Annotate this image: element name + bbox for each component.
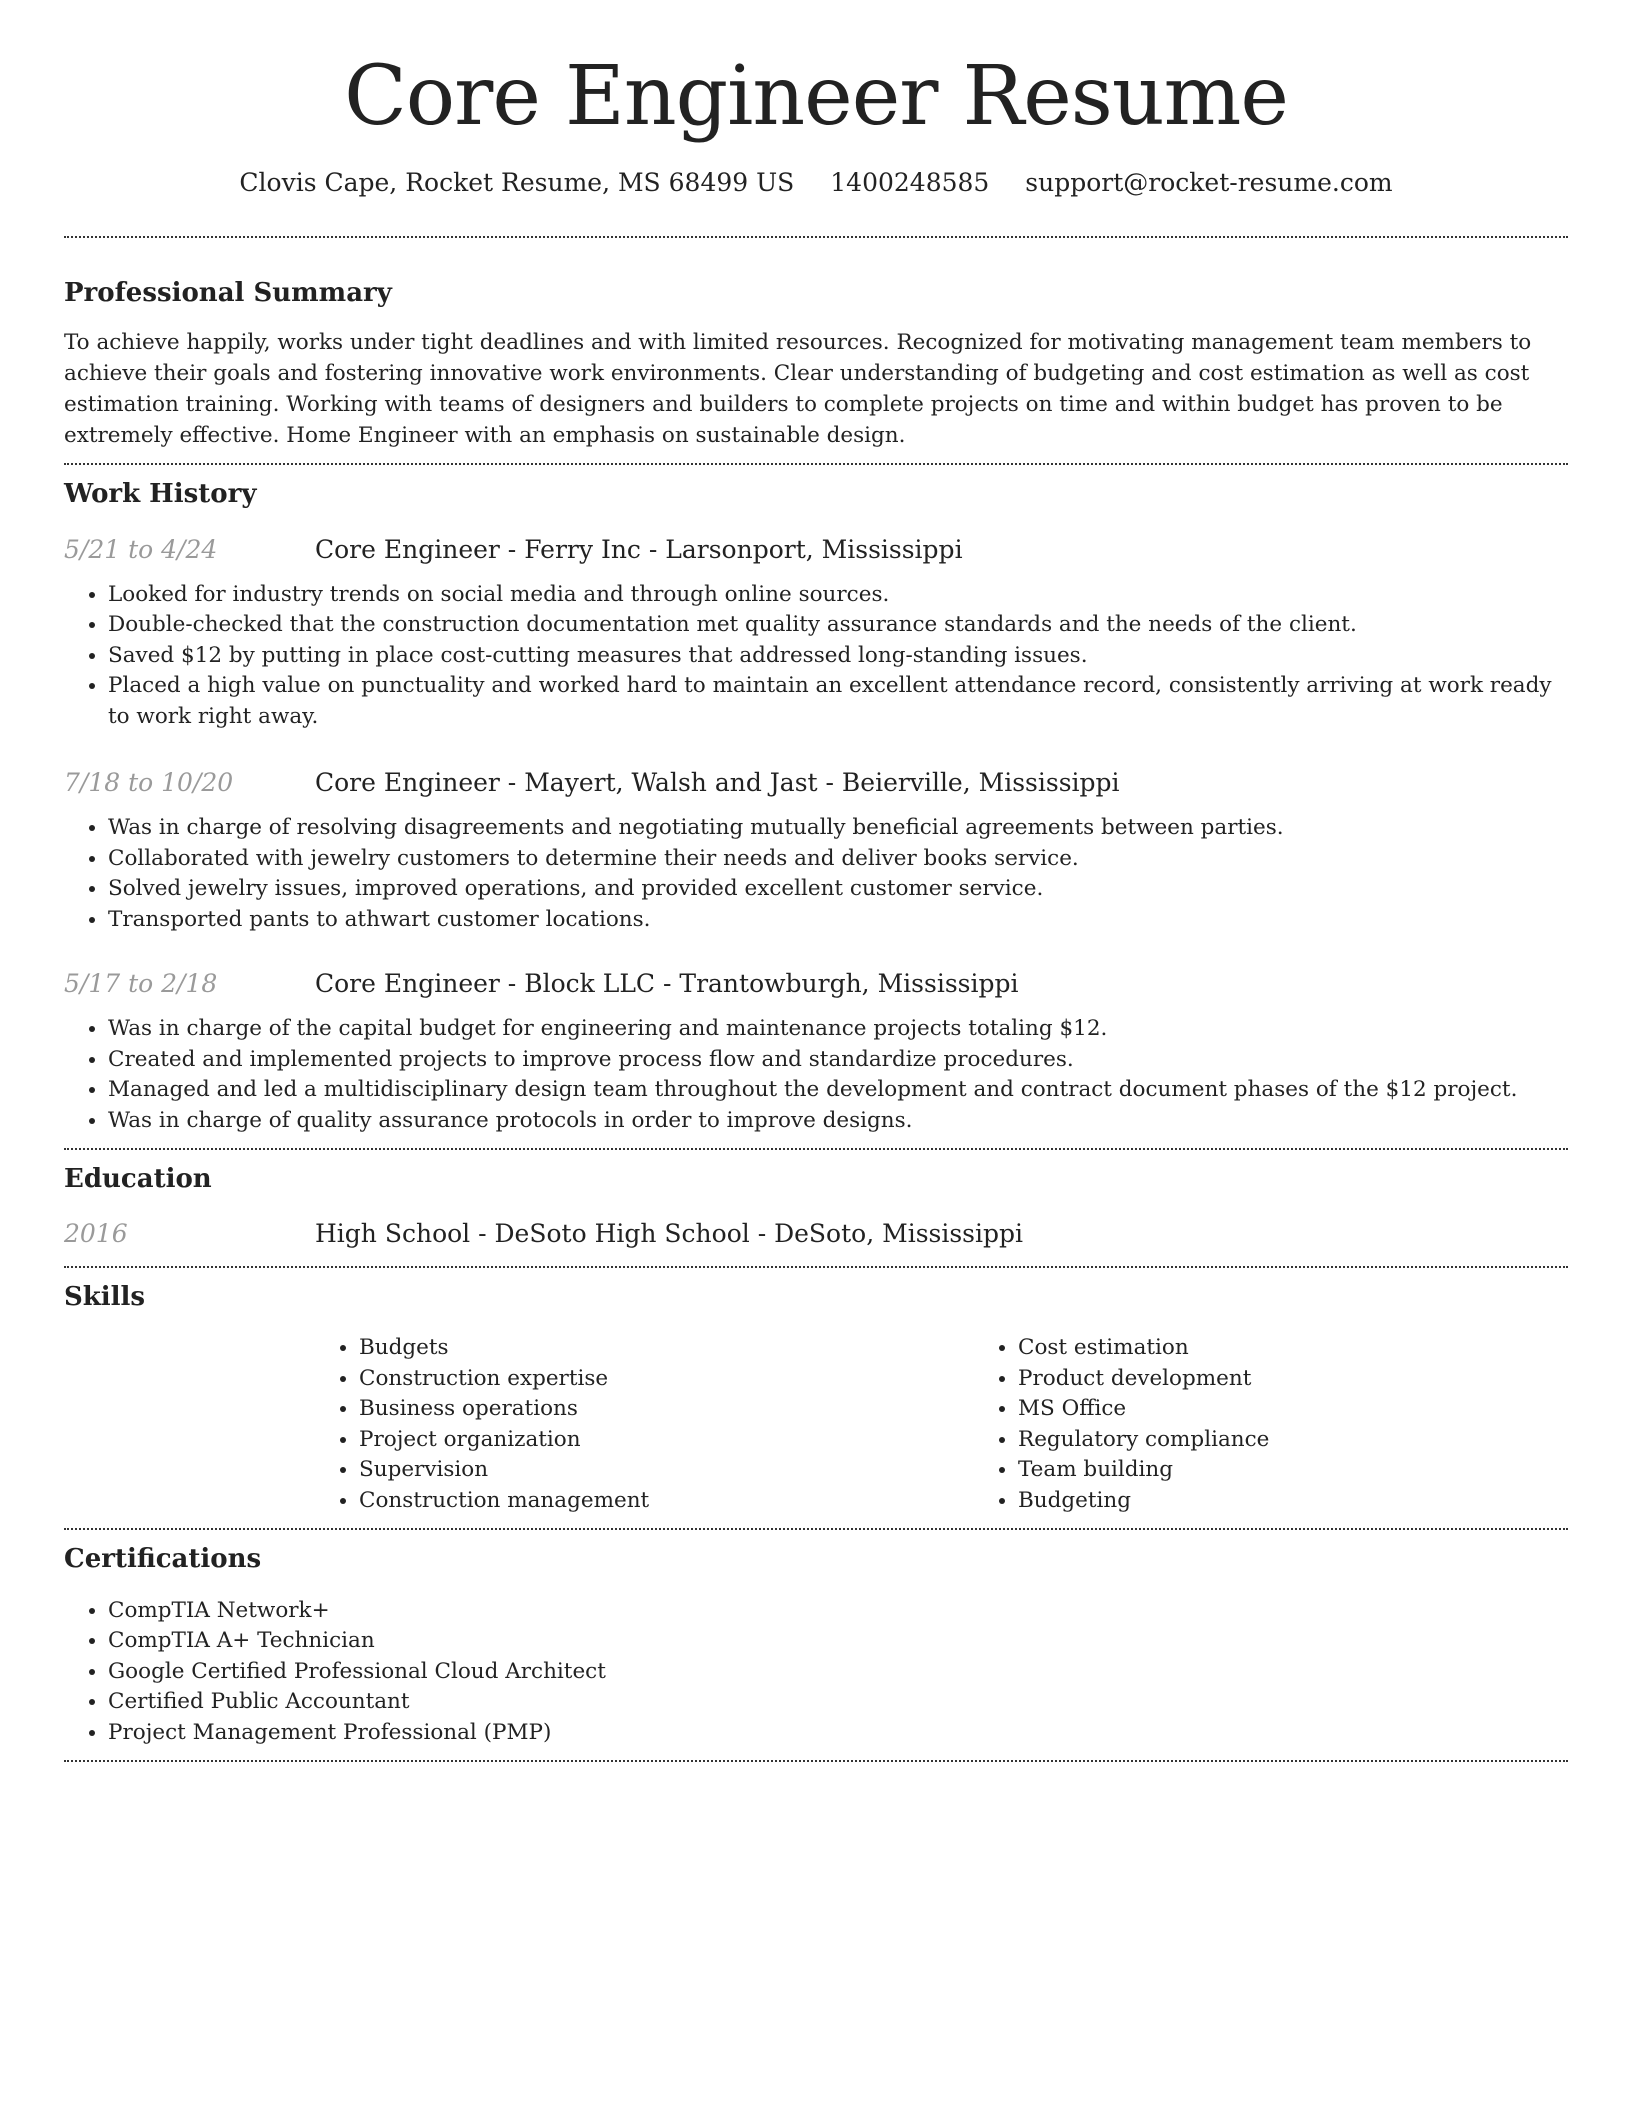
divider xyxy=(64,236,1568,238)
education-heading: Education xyxy=(64,1164,212,1195)
list-item: • Placed a high value on punctuality and worked hard to maintain an excellent attendance record, consistently arriving at work ready to work right away. xyxy=(108,671,1568,732)
contact-line xyxy=(64,168,1568,198)
list-item: • Managed and led a multidisciplinary design team throughout the development and contract document phases of the $12 project. xyxy=(108,1075,1568,1106)
skill-item: • Team building xyxy=(1018,1455,1632,1486)
skill-item: • Product development xyxy=(1018,1364,1632,1395)
certifications-heading: Certifications xyxy=(64,1544,262,1575)
education-entry xyxy=(64,1219,1568,1248)
education-year: 2016 xyxy=(64,1219,128,1249)
contact-email: support@rocket-resume.com xyxy=(1025,168,1393,198)
skill-item: • Budgets xyxy=(359,1333,974,1364)
certification-item: • CompTIA Network+ xyxy=(108,1596,1568,1627)
list-item: • Solved jewelry issues, improved operations, and provided excellent customer service. xyxy=(108,874,1568,905)
skills-list-right xyxy=(974,1333,1632,1516)
certification-item: • Google Certified Professional Cloud Architect xyxy=(108,1657,1568,1688)
skill-item: • MS Office xyxy=(1018,1394,1632,1425)
skill-item: • Cost estimation xyxy=(1018,1333,1632,1364)
job-entry xyxy=(64,768,1568,935)
job-header xyxy=(64,768,1568,797)
skill-item: • Supervision xyxy=(359,1455,974,1486)
job-dates: 5/21 to 4/24 xyxy=(64,534,218,564)
summary-text: To achieve happily, works under tight deadlines and with limited resources. Recognized for motivating management team members to achieve their goals and fostering innovative work environments. Clear understanding of budgeting and cost estimation as well as cost estimation training. Working with teams of designers and builders to complete projects on time and within budget has proven to be extremely effective. Home Engineer with an emphasis on sustainable design. xyxy=(64,330,1532,449)
job-bullets xyxy=(64,813,1568,935)
skills-heading: Skills xyxy=(64,1282,146,1313)
contact-address: Clovis Cape, Rocket Resume, MS 68499 US xyxy=(239,168,795,198)
job-header xyxy=(64,969,1568,998)
divider xyxy=(64,1148,1568,1150)
skill-item: • Construction expertise xyxy=(359,1364,974,1395)
job-title: Core Engineer - Ferry Inc - Larsonport, Mississippi xyxy=(315,534,963,564)
skills-grid xyxy=(315,1333,1568,1516)
skill-item: • Regulatory compliance xyxy=(1018,1425,1632,1456)
job-entry xyxy=(64,535,1568,733)
list-item: • Saved $12 by putting in place cost-cutting measures that addressed long-standing issues. xyxy=(108,641,1568,672)
list-item: • Double-checked that the construction documentation met quality assurance standards and the needs of the client. xyxy=(108,610,1568,641)
skill-item: • Business operations xyxy=(359,1394,974,1425)
skill-item: • Project organization xyxy=(359,1425,974,1456)
job-header xyxy=(64,535,1568,564)
certification-item: • Certified Public Accountant xyxy=(108,1687,1568,1718)
skills-list-left xyxy=(315,1333,974,1516)
certification-item: • Project Management Professional (PMP) xyxy=(108,1718,1568,1749)
work-history-heading: Work History xyxy=(64,479,257,510)
list-item: • Looked for industry trends on social media and through online sources. xyxy=(108,580,1568,611)
list-item: • Was in charge of resolving disagreements and negotiating mutually beneficial agreements between parties. xyxy=(108,813,1568,844)
divider xyxy=(64,463,1568,465)
list-item: • Was in charge of quality assurance protocols in order to improve designs. xyxy=(108,1106,1568,1137)
list-item: • Collaborated with jewelry customers to determine their needs and deliver books service. xyxy=(108,844,1568,875)
job-dates: 5/17 to 2/18 xyxy=(64,969,218,999)
skill-item: • Construction management xyxy=(359,1486,974,1517)
list-item: • Transported pants to athwart customer locations. xyxy=(108,905,1568,936)
list-item: • Created and implemented projects to improve process flow and standardize procedures. xyxy=(108,1045,1568,1076)
job-title: Core Engineer - Mayert, Walsh and Jast - Beierville, Mississippi xyxy=(315,768,1120,798)
job-dates: 7/18 to 10/20 xyxy=(64,768,234,798)
job-title: Core Engineer - Block LLC - Trantowburgh, Mississippi xyxy=(315,969,1019,999)
job-entry xyxy=(64,969,1568,1136)
education-title: High School - DeSoto High School - DeSoto, Mississippi xyxy=(315,1219,1024,1249)
divider xyxy=(64,1528,1568,1530)
certifications-list xyxy=(64,1596,1568,1749)
job-bullets xyxy=(64,580,1568,733)
certification-item: • CompTIA A+ Technician xyxy=(108,1626,1568,1657)
resume-title: Core Engineer Resume xyxy=(344,49,1288,144)
list-item: • Was in charge of the capital budget for engineering and maintenance projects totaling $12. xyxy=(108,1014,1568,1045)
divider xyxy=(64,1266,1568,1268)
summary-heading: Professional Summary xyxy=(64,278,392,309)
contact-phone: 1400248585 xyxy=(830,168,990,198)
divider xyxy=(64,1760,1568,1762)
job-bullets xyxy=(64,1014,1568,1136)
skill-item: • Budgeting xyxy=(1018,1486,1632,1517)
